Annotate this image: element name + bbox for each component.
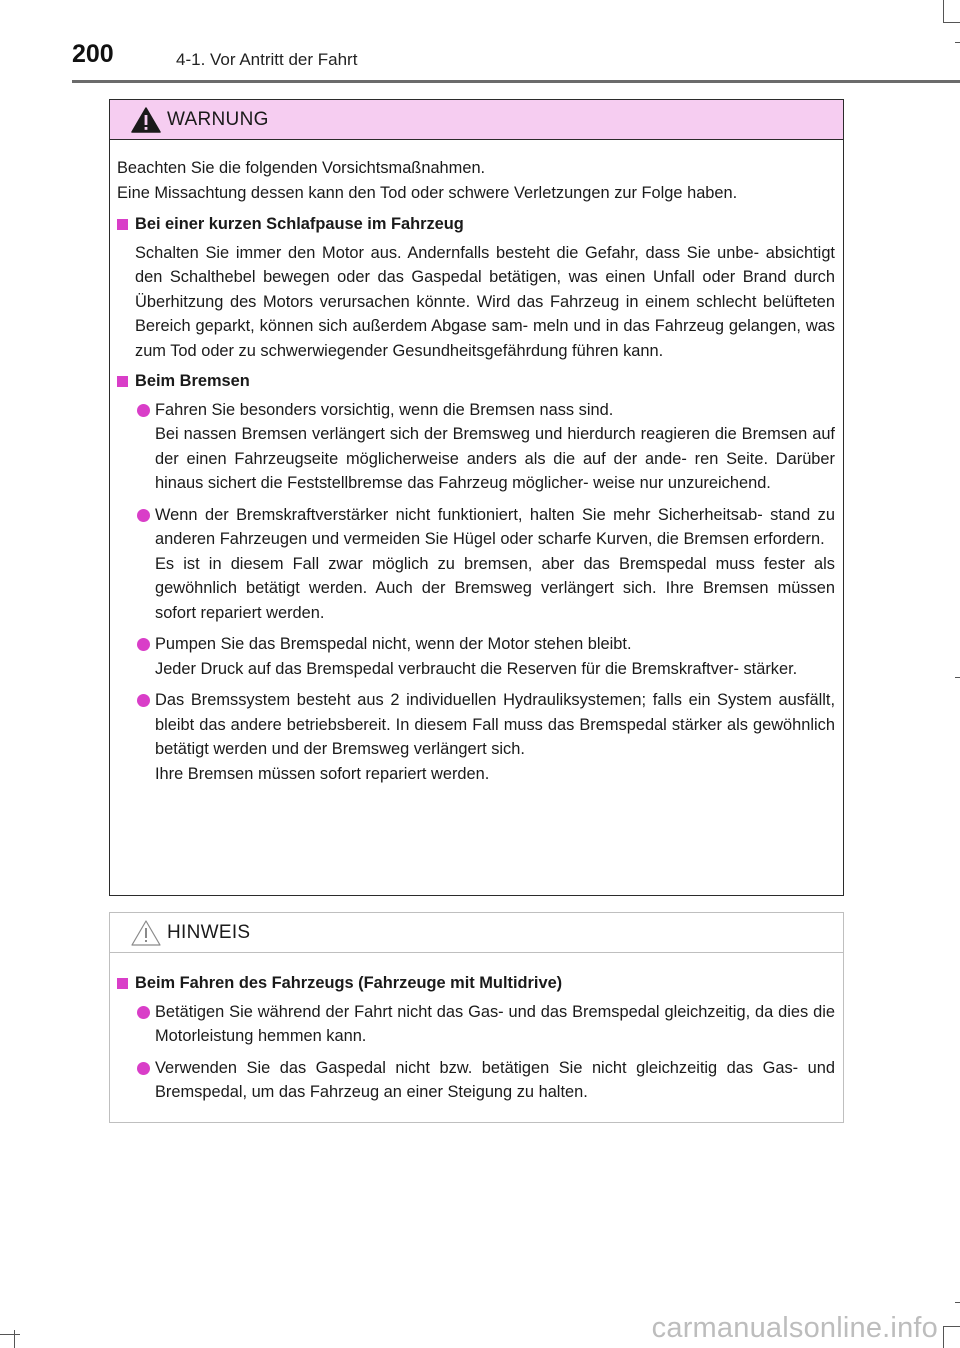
crop-mark [943,1326,960,1327]
paragraph: Fahren Sie besonders vorsichtig, wenn die Bremsen nass sind. [155,400,614,419]
warning-label: WARNUNG [167,109,269,130]
square-bullet-icon [117,376,128,387]
hint-body [110,953,843,1105]
warning-header [110,100,843,140]
crop-mark [955,1302,960,1303]
list-item [117,632,835,681]
paragraph: Wenn der Bremskraftverstärker nicht funktioniert, halten Sie mehr Sicherheitsab- stand zu anderen Fahrzeugen und vermeiden Sie Hügel oder scharfe Kurven, die Bremsen erfordern. [155,505,835,548]
round-bullet-icon [137,694,150,707]
list-item [117,1000,835,1049]
hint-header [110,913,843,953]
round-bullet-icon [137,404,150,417]
square-bullet-icon [117,978,128,989]
crop-mark [955,677,960,678]
round-bullet-icon [137,509,150,522]
section-heading-text: Bei einer kurzen Schlafpause im Fahrzeug [135,215,464,233]
hint-box [109,912,844,1123]
crop-mark [0,1334,20,1335]
warning-box [109,99,844,896]
hint-label: HINWEIS [167,922,251,943]
paragraph: Das Bremssystem besteht aus 2 individuellen Hydrauliksystemen; falls ein System ausfällt, bleibt das andere betriebsbereit. In diesem Fall muss das Bremspedal stärker als gewöhnlich betätigt werden und der Bremsweg verlängert sich. [155,691,835,758]
round-bullet-icon [137,1062,150,1075]
round-bullet-icon [137,1006,150,1019]
paragraph: Jeder Druck auf das Bremspedal verbraucht die Reserven für die Bremskraftver- stärker. [155,659,798,678]
paragraph: Bei nassen Bremsen verlängert sich der Bremsweg und hierdurch reagieren die Bremsen auf der einen Fahrzeugseite möglicherweise anders als die auf der ande- ren Seite. Darüber hinaus sichert die Feststellbremse das Fahrzeug möglicher- weise nur unzureichend. [155,425,835,492]
intro-line: Beachten Sie die folgenden Vorsichtsmaßnahmen. [117,159,486,177]
paragraph: Ihre Bremsen müssen sofort repariert werden. [155,764,490,783]
caution-triangle-icon [130,919,162,947]
warning-intro [117,156,835,205]
paragraph: Es ist in diesem Fall zwar möglich zu bremsen, aber das Bremspedal muss fester als gewöhnlich betätigt werden. Auch der Bremsweg verlängert sich. Ihre Bremsen müssen sofort repariert werden. [155,554,835,622]
section-heading [117,369,835,394]
list-item [117,503,835,626]
section-heading-text: Beim Fahren des Fahrzeugs (Fahrzeuge mit Multidrive) [135,974,563,992]
watermark: carmanualsonline.info [651,1312,938,1344]
paragraph: Betätigen Sie während der Fahrt nicht das Gas- und das Bremspedal gleichzeitig, da dies die Motorleistung hemmen kann. [155,1002,835,1045]
crop-mark [14,1330,15,1348]
section-heading [117,971,835,996]
list-item [117,398,835,496]
crop-mark [943,1326,944,1348]
section-heading-text: Beim Bremsen [135,372,250,390]
intro-line: Eine Missachtung dessen kann den Tod oder schwere Verletzungen zur Folge haben. [117,183,738,202]
page-header [0,0,960,84]
page-number: 200 [72,40,114,68]
paragraph: Pumpen Sie das Bremspedal nicht, wenn der Motor stehen bleibt. [155,635,632,653]
list-item [117,688,835,786]
warning-triangle-icon [130,106,162,134]
section-heading [117,212,835,237]
header-rule [72,80,960,83]
round-bullet-icon [137,638,150,651]
paragraph: Schalten Sie immer den Motor aus. Andernfalls besteht die Gefahr, dass Sie unbe- absichtigt den Schalthebel bewegen oder das Gaspedal betätigen, was einen Unfall oder Brand durch Überhitzung des Motors verursachen könnte. Wird das Fahrzeug in einem schlecht belüfteten Bereich geparkt, können sich außerdem Abgase sam- meln und in das Fahrzeug gelangen, was zum Tod oder zu schwerwiegender Gesundheitsgefährdung führen kann. [135,243,835,360]
list-item [117,1056,835,1105]
section-title: 4-1. Vor Antritt der Fahrt [176,50,358,69]
paragraph: Verwenden Sie das Gaspedal nicht bzw. betätigen Sie nicht gleichzeitig das Gas- und Bremspedal, um das Fahrzeug an einer Steigung zu halten. [155,1058,835,1101]
section-text [117,241,835,364]
warning-body [110,140,843,786]
square-bullet-icon [117,219,128,230]
